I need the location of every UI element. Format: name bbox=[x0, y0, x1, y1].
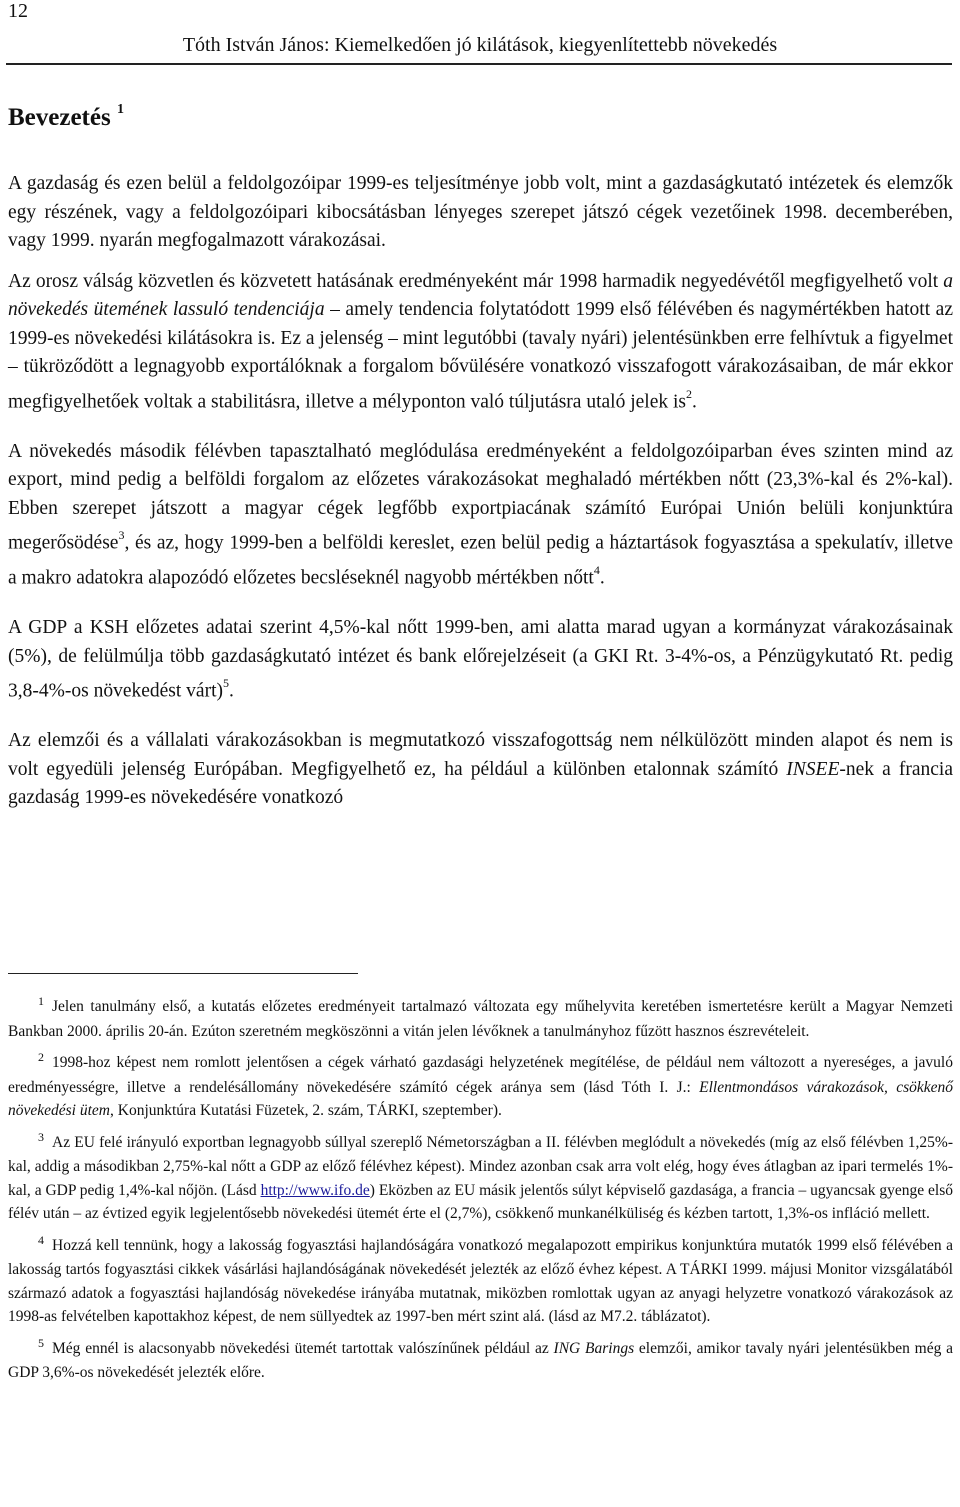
paragraph bbox=[8, 727, 953, 813]
footnote-number: 2 bbox=[38, 1050, 44, 1064]
text-run: , és az, hogy 1999-ben a belföldi kereslet, ezen belül pedig a háztartások fogyasztása a spekulatív, illetve a makro adatokra alapozódó előzetes becsléseknél nagyobb mértékben nőtt bbox=[8, 532, 953, 589]
footnote-text: 1998-hoz képest nem romlott jelentősen a cégek várható gazdasági helyzetének megítélése, de például nem változott a nyereséges, a javuló eredményességre, illetve a rendelésállomány növekedésére számító cégek aránya sem (lásd Tóth I. J.: bbox=[8, 1054, 953, 1096]
footnote-text: Hozzá kell tennünk, hogy a lakosság fogyasztási hajlandóságára vonatkozó megalapozott empirikus konjunktúra mutatók 1999 első félévében a lakosság tartós fogyasztási cikkek vásárlási hajlandóságának növekedését jelezték az előző évhez képest. A TÁRKI 1999. májusi Monitor vizsgálatából származó adatok a fogyasztási hajlandóság növekedése irányába mutatnak, miközben romlottak ugyan az anyagi helyzetre vonatkozó várakozások az 1998-as felvételben kapottakhoz képest, de nem süllyedtek az 1997-ben mért szint alá. (lásd az M7.2. táblázatot). bbox=[8, 1236, 953, 1325]
footnote-text: Még ennél is alacsonyabb növekedési ütemét tartottak valószínűnek például az bbox=[52, 1339, 554, 1357]
text-run: . bbox=[691, 391, 697, 412]
section-title bbox=[8, 101, 124, 132]
footnote-5 bbox=[8, 1337, 953, 1385]
footnote-1 bbox=[8, 995, 953, 1043]
page-number: 12 bbox=[8, 0, 28, 22]
paragraph: A gazdaság és ezen belül a feldolgozóipar 1999-es teljesítménye jobb volt, mint a gazdaságkutató intézetek és elemzők egy részének, vagy a feldolgozóipari kibocsátásban lényeges szerepet játszó cégek vezetőinek 1998. decemberében, vagy 1999. nyarán megfogalmazott várakozásai. bbox=[8, 173, 953, 251]
emphasis: INSEE bbox=[786, 758, 840, 780]
body-text bbox=[8, 170, 953, 834]
footnote-text: Az EU felé irányuló exportban legnagyobb súllyal szereplő Németországban a II. félévben meglódult a növekedés (míg az első félévben 1,25%-kal, addig a másodikban 2,75%-kal nőtt a GDP az előző félévhez képest). Mindez azonban csak arra volt elég, hogy éves átlagban az ipari termelés 1%-kal, a GDP pedig 1,4%-kal nőjön. (Lásd bbox=[8, 1133, 953, 1199]
footnote-rule bbox=[8, 973, 358, 974]
paragraph bbox=[8, 268, 953, 417]
text-run: . bbox=[228, 680, 234, 702]
footnote-4 bbox=[8, 1234, 953, 1329]
footnote-3 bbox=[8, 1131, 953, 1226]
section-title-text: Bevezetés bbox=[8, 104, 111, 131]
text-run: – amely tendencia folytatódott 1999 első félévében és nagymértékben hatott az 1999-es növekedési kilátásokra is. Ez a jelenség – mint legutóbbi (tavaly nyári) jelentésünkben erre felhívtuk a figyelmet – tükröződött a legnagyobb exportálóknak a forgalom bővülésére vonatkozó visszafogott várakozásaiban, de már ekkor megfigyelhetőek voltak a stabilitásra, illetve a mélyponton való túljutásra utaló jelek is bbox=[8, 299, 953, 412]
footnote-ref[interactable]: 5 bbox=[222, 676, 229, 690]
text-run: A GDP a KSH előzetes adatai szerint 4,5%-kal nőtt 1999-ben, ami alatta marad ugyan a kormányzat várakozásainak (5%), de felülmúlja több gazdaságkutató intézet és bank előrejelzéseit (a GKI Rt. 3-4%-os, a Pénzügykutató Rt. pedig 3,8-4%-os növekedést várt) bbox=[8, 617, 953, 702]
footnotes bbox=[8, 995, 953, 1393]
footnote-number: 5 bbox=[38, 1335, 44, 1350]
footnote-text: ) Eközben az EU másik jelentős súlyt képviselő gazdasága, a francia – ugyancsak gyenge első félév után – az évtized egyik legjelentősebb növekedési ütemét érte el (2,7%), csökkenő munkanélküliség és kézben tartott, 1,3%-os infláció mellett. bbox=[8, 1181, 953, 1222]
paragraph bbox=[8, 614, 953, 706]
footnote-ref[interactable]: 1 bbox=[116, 101, 124, 117]
paragraph bbox=[8, 438, 953, 594]
footnote-ref[interactable]: 3 bbox=[118, 528, 125, 542]
footnote-2 bbox=[8, 1051, 953, 1123]
header-rule bbox=[6, 63, 952, 65]
running-title: Tóth István János: Kiemelkedően jó kilátások, kiegyenlítettebb növekedés bbox=[182, 34, 778, 56]
ifo-link[interactable]: http://www.ifo.de bbox=[260, 1181, 370, 1199]
footnote-number: 3 bbox=[38, 1129, 44, 1144]
text-run: Az elemzői és a vállalati várakozásokban is megmutatkozó visszafogottság nem nélkülözött minden alapot és nem is volt egyedüli jelenség Európában. Megfigyelhető ez, ha például a különben etalonnak számító bbox=[8, 730, 953, 780]
footnote-ref[interactable]: 4 bbox=[593, 563, 600, 577]
text-run: A növekedés második félévben tapasztalható meglódulása eredményeként a feldolgozóiparban éves szinten mind az export, mind pedig a belföldi forgalom az előzetes várakozásokat meghaladó mértékben nőtt (23,3%-kal és 2%-kal). Ebben szerepet játszott a magyar cégek legfőbb exportpiacának számító Európai Unión belüli konjunktúra megerősödése bbox=[8, 440, 953, 554]
text-run: . bbox=[599, 567, 605, 589]
text-run: -nek a francia gazdaság 1999-es növekedésére vonatkozó bbox=[8, 758, 953, 808]
footnote-text: elemzői, amikor tavaly nyári jelentésükben még a GDP 3,6%-os növekedését jelezték előre. bbox=[8, 1339, 953, 1381]
footnote-text: Jelen tanulmány első, a kutatás előzetes eredményeit tartalmazó változata egy műhelyvita keretében ismertetésre került a Magyar Nemzeti Bankban 2000. április 20-án. Ezúton szeretném megköszönni a vitán jelen lévőknek a tanulmányhoz fűzött hasznos észrevételeit. bbox=[8, 998, 953, 1040]
footnote-ref[interactable]: 2 bbox=[685, 386, 692, 401]
footnote-text: , Konjunktúra Kutatási Füzetek, 2. szám, TÁRKI, szeptember). bbox=[110, 1102, 502, 1119]
emphasis: ING Barings bbox=[553, 1339, 635, 1357]
footnote-number: 1 bbox=[38, 994, 44, 1008]
emphasis: Ellentmondásos várakozások, csökkenő növekedési ütem bbox=[8, 1078, 953, 1119]
text-run: Az orosz válság közvetlen és közvetett hatásának eredményeként már 1998 harmadik negyedévétől megfigyelhető volt bbox=[8, 270, 944, 292]
emphasis: a növekedés ütemének lassuló tendenciája bbox=[8, 270, 953, 320]
footnote-number: 4 bbox=[38, 1232, 44, 1247]
